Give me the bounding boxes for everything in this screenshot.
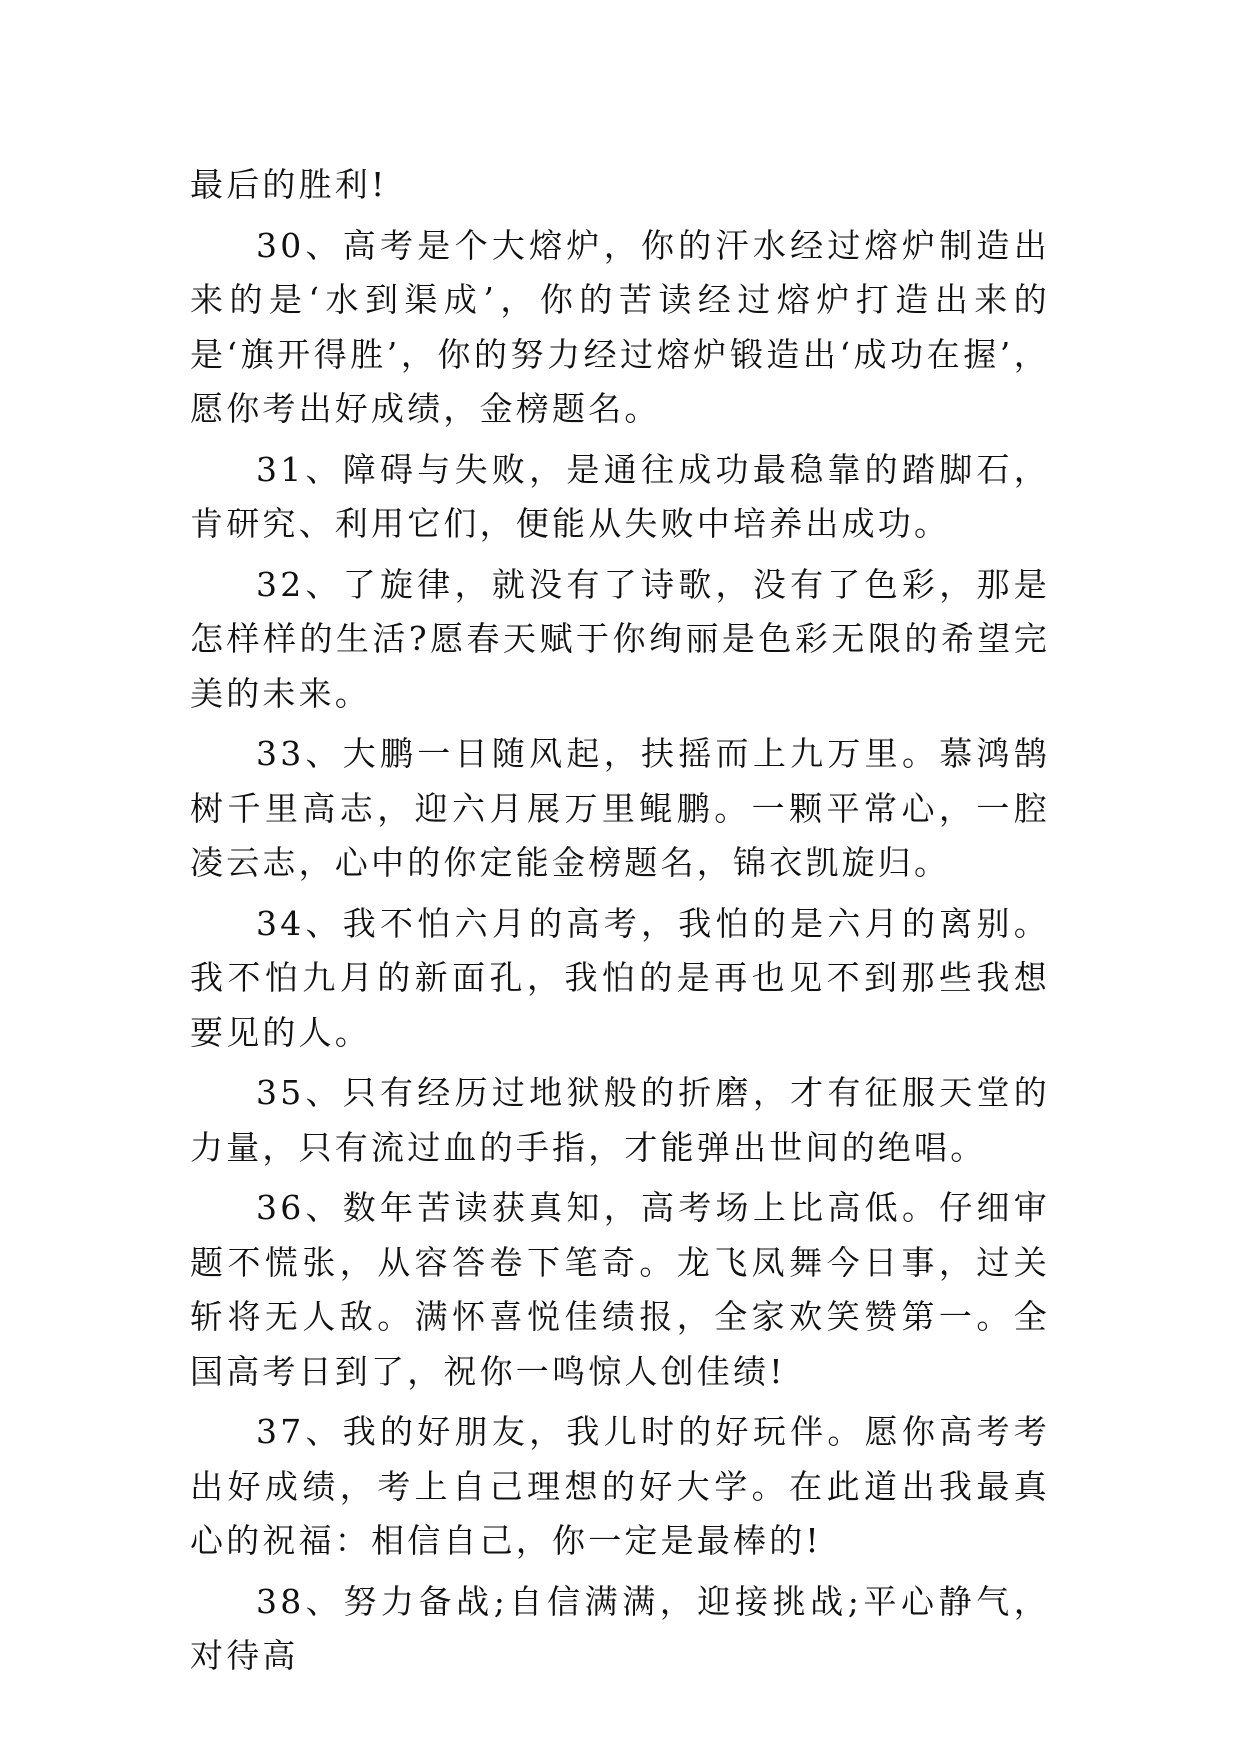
paragraph-continuation: 最后的胜利!: [190, 165, 388, 204]
paragraph-34: 34、我不怕六月的高考，我怕的是六月的离别。我不怕九月的新面孔，我怕的是再也见不到那些我想要见的人。: [190, 903, 1050, 1052]
paragraph-35: 35、只有经历过地狱般的折磨，才有征服天堂的力量，只有流过血的手指，才能弹出世间的绝唱。: [190, 1073, 1050, 1167]
paragraph-30: 30、高考是个大熔炉，你的汗水经过熔炉制造出来的是‘水到渠成’，你的苦读经过熔炉打造出来的是‘旗开得胜’，你的努力经过熔炉锻造出‘成功在握’，愿你考出好成绩，金榜题名。: [190, 225, 1050, 428]
paragraph-37: 37、我的好朋友，我儿时的好玩伴。愿你高考考出好成绩，考上自己理想的好大学。在此道出我最真心的祝福：相信自己，你一定是最棒的!: [190, 1412, 1050, 1560]
paragraph-36: 36、数年苦读获真知，高考场上比高低。仔细审题不慌张，从容答卷下笔奇。龙飞凤舞今日事，过关斩将无人敌。满怀喜悦佳绩报，全家欢笑赞第一。全国高考日到了，祝你一鸣惊人创佳绩!: [190, 1188, 1050, 1391]
paragraph-38: 38、努力备战;自信满满，迎接挑战;平心静气，对待高: [190, 1581, 1050, 1675]
paragraph-31: 31、障碍与失败，是通往成功最稳靠的踏脚石，肯研究、利用它们，便能从失败中培养出成功。: [190, 449, 1050, 543]
paragraph-33: 33、大鹏一日随风起，扶摇而上九万里。慕鸿鹄树千里高志，迎六月展万里鲲鹏。一颗平常心，一腔凌云志，心中的你定能金榜题名，锦衣凯旋归。: [190, 734, 1050, 882]
paragraph-32: 32、了旋律，就没有了诗歌，没有了色彩，那是怎样样的生活?愿春天赋于你绚丽是色彩无限的希望完美的未来。: [190, 564, 1050, 713]
document-body: [190, 158, 1050, 1690]
